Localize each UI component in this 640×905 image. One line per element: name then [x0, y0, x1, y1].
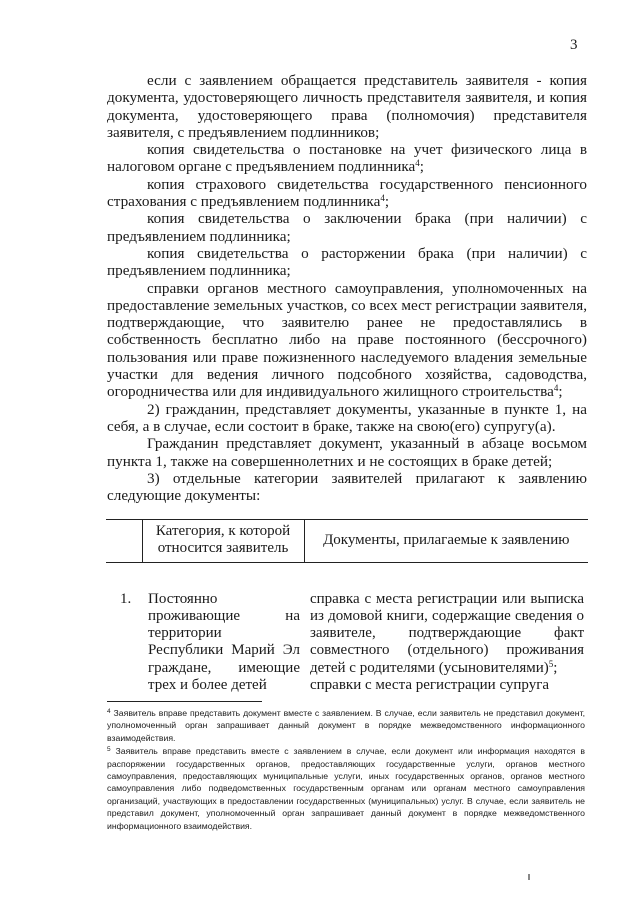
row-number: 1. — [120, 590, 132, 607]
document-body — [107, 72, 587, 504]
paragraph-pension-certificate: копия страхового свидетельства государственного пенсионного страхования с предъявлением подлинника$^4$; — [107, 175, 587, 211]
footnote-ref: 5 — [548, 658, 554, 669]
header-number-cell — [106, 520, 142, 563]
footnote-4: $^4$ Заявитель вправе представить документ вместе с заявлением. В случае, если заявитель не представил документ, уполномоченный орган запрашивает данный документ в порядке межведомственного информационного взаимодействия. — [107, 708, 585, 743]
row-category: Постоянно проживающие на территории Республики Марий Эл граждане, имеющие трех и более детей — [148, 590, 300, 694]
paragraph-representative-docs: если с заявлением обращается представитель заявителя - копия документа, удостоверяющего личность представителя заявителя, и копия документа, удостоверяющего права (полномочия) представителя заявителя, с предъявлением подлинников; — [107, 72, 587, 141]
paragraph-land-references: справки органов местного самоуправления, уполномоченных на предоставление земельных участков, со всех мест регистрации заявителя, подтверждающие, что заявителю ранее не предоставлялись в собственность бесплатно либо на праве постоянного (бессрочного) пользования или праве пожизненного наследуемого владения земельные участки для ведения личного подсобного хозяйства, садоводства, огородничества или для индивидуального жилищного строительства$^4$; — [107, 279, 587, 401]
table-header-row — [106, 520, 588, 563]
footnote-ref: 4 — [380, 193, 385, 204]
footnote-ref: 4 — [415, 158, 420, 169]
table-row — [106, 562, 588, 694]
header-category: Категория, к которой относится заявитель — [142, 520, 304, 563]
applicant-documents-table — [106, 519, 588, 694]
page-number: 3 — [570, 37, 578, 53]
paragraph-item-3: 3) отдельные категории заявителей прилагают к заявлению следующие документы: — [107, 469, 587, 505]
paragraph-adult-children: Гражданин представляет документ, указанный в абзаце восьмом пункта 1, также на совершеннолетних и не состоящих в браке детей; — [107, 435, 587, 470]
paragraph-item-2: 2) гражданин, представляет документы, указанные в пункте 1, на себя, а в случае, если состоит в браке, также на свою(его) супругу(а). — [107, 400, 587, 435]
paragraph-divorce-certificate: копия свидетельства о расторжении брака (при наличии) с предъявлением подлинника; — [107, 244, 587, 280]
footnote-separator — [107, 701, 262, 702]
footnote-5: $^5$ Заявитель вправе представить вместе с заявлением в случае, если документ или информация находятся в распоряжении государственных органов, предоставляющих государственные услуги, органов местного самоуправления, предоставляющих муниципальные услуги, иных государственных органов, органов местного самоуправления либо подведомственных государственным органам или органам местного самоуправления организаций, участвующих в предоставлении государственных (муниципальных) услуг. В случае, если заявитель не представил документ, уполномоченный орган запрашивает данный документ в порядке межведомственного информационного взаимодействия. — [107, 746, 585, 831]
header-documents: Документы, прилагаемые к заявлению — [304, 520, 588, 563]
row-documents: справка с места регистрации или выписка из домовой книги, содержащие сведения о заявителе, подтверждающие факт совместного (отдельного) проживания детей с родителями (усыновителями)$^5$; справки с места регистрации супруга — [310, 590, 584, 694]
paragraph-marriage-certificate: копия свидетельства о заключении брака (при наличии) с предъявлением подлинника; — [107, 210, 587, 245]
footnotes — [107, 706, 585, 832]
row-documents-extra: справки с места регистрации супруга — [310, 677, 550, 694]
footnote-ref: 4 — [553, 383, 559, 394]
scan-artifact — [528, 874, 530, 880]
paragraph-tax-certificate: копия свидетельства о постановке на учет физического лица в налоговом органе с предъявлением подлинника$^4$; — [107, 141, 587, 176]
